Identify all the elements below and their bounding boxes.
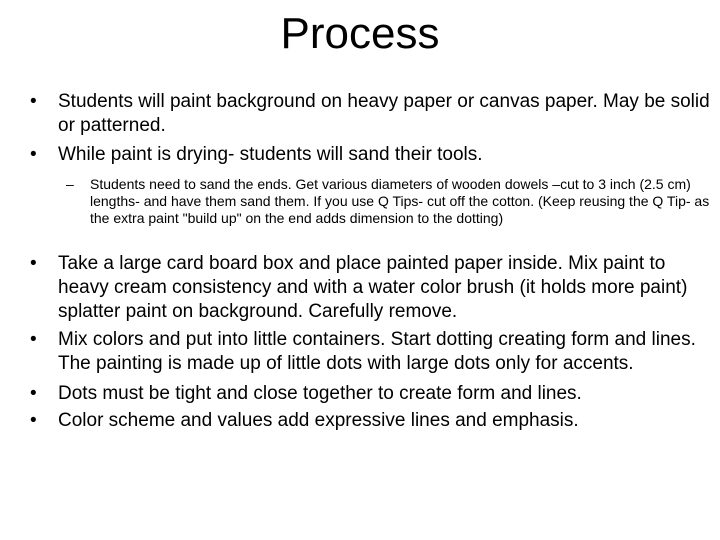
bullet-text: Take a large card board box and place painted paper inside. Mix paint to heavy cream consistency and with a water color brush (it holds more paint) splatter paint on background. Carefully remove. (58, 253, 688, 322)
sub-bullet-text: Students need to sand the ends. Get various diameters of wooden dowels –cut to 3 inch (2.5 cm) lengths- and have them sand them. If you use Q Tips- cut off the cotton. (Keep reusing the Q Tip- as the extra paint "build up" on the end adds dimension to the dotting) (90, 176, 710, 226)
bullet-marker: • (30, 329, 37, 350)
bullet-item (30, 328, 714, 376)
bullet-item (30, 409, 714, 433)
bullet-item (30, 252, 714, 324)
bullet-marker: • (30, 253, 37, 274)
bullet-marker: • (30, 410, 37, 431)
bullet-text: Color scheme and values add expressive lines and emphasis. (58, 410, 579, 431)
bullet-text: Dots must be tight and close together to create form and lines. (58, 383, 582, 404)
bullet-item (30, 382, 714, 406)
bullet-item (30, 90, 714, 138)
bullet-text: While paint is drying- students will sand their tools. (58, 144, 483, 165)
sub-bullet-marker: – (66, 176, 74, 192)
bullet-text: Students will paint background on heavy paper or canvas paper. May be solid or patterned. (58, 91, 710, 136)
sub-bullet-item (66, 176, 710, 227)
bullet-marker: • (30, 144, 37, 165)
bullet-item (30, 143, 714, 167)
bullet-marker: • (30, 91, 37, 112)
bullet-marker: • (30, 383, 37, 404)
bullet-text: Mix colors and put into little containers. Start dotting creating form and lines. The painting is made up of little dots with large dots only for accents. (58, 329, 696, 374)
slide-title: Process (280, 9, 440, 58)
